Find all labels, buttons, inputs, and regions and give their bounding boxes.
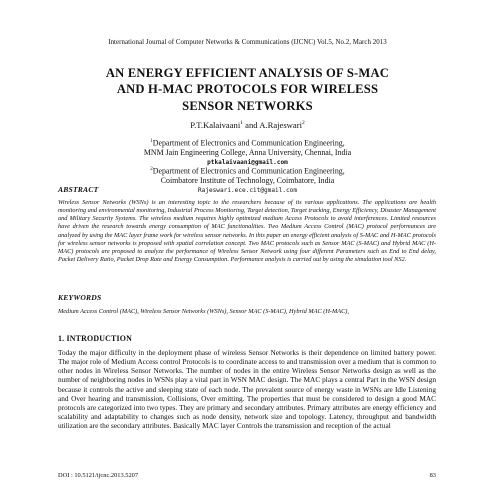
title-line-1: AN ENERGY EFFICIENT ANALYSIS OF S-MAC: [105, 66, 390, 80]
aff1-line-1: Department of Electronics and Communication Engineering,: [152, 138, 345, 148]
aff2-sup: 2: [150, 167, 153, 172]
author-2-sup: 2: [301, 120, 305, 127]
author-1-sup: 1: [240, 120, 243, 127]
aff1-email: ptkalaivaani@gmail.com: [207, 158, 288, 166]
keywords-text: Medium Access Control (MAC), Wireless Sensor Networks (WSNs), Sensor MAC (S-MAC), Hybrid MAC (H-MAC),: [58, 308, 349, 315]
page-number: 83: [429, 472, 436, 479]
aff1-line-2: MNM Jain Engineering College, Anna University, Chennai, India: [143, 148, 352, 158]
introduction-heading: 1. INTRODUCTION: [58, 334, 133, 343]
paper-title: [40, 65, 455, 114]
aff2-email: Rajeswari.ece.cit@gmail.com: [197, 186, 298, 194]
author-connector: and: [243, 120, 260, 130]
author-1: P.T.Kalaivaani: [190, 120, 241, 130]
journal-header: International Journal of Computer Networks & Communications (IJCNC) Vol.5, No.2, March 2013: [108, 39, 387, 46]
doi-link[interactable]: DOI : 10.5121/ijcnc.2013.5207: [58, 472, 139, 479]
author-line: [0, 120, 495, 130]
abstract-text: Wireless Sensor Networks (WSNs) is an interesting topic to the researchers because of its various applications. The applications are health monitoring and environmental monitoring, Industrial Process Monitoring, Target detection, Target tracking, Energy Efficiency, Disaster Management and Military Security Systems. The wireless medium requires highly optimized medium Access Protocols to avoid interferences. Limited resources have driven the research towards energy consumption of MAC functionalities. Two Medium Access Control (MAC) protocol performances are analyzed by using the MAC layer frame work for wireless sensor networks. In this paper an energy efficient analysis of S-MAC and H-MAC protocols for wireless sensor networks is proposed with spatial correlation concept. Two MAC protocols such as Sensor MAC (S-MAC) and Hybrid MAC (H-MAC) protocols are proposed to analyze the performance of Wireless Sensor Network using four different Parameters such as End to End delay, Packet Delivery Ratio, Packet Drop Rate and Energy Consumption. Performance analysis is carried out by using the simulation tool NS2.: [58, 199, 436, 264]
introduction-text: Today the major difficulty in the deployment phase of wireless Sensor Networks is their dependence on limited battery power. The major role of Medium Access control Protocols is to coordinate access to and transmission over a medium that is common to other nodes in Wireless Sensor Networks. The number of nodes in the entire Wireless Sensor Networks design as well as the number of neighboring nodes in WSNs play a vital part in WSN MAC design. The MAC plays a central Part in the WSN design because it controls the active and sleeping state of each node. The prevalent source of energy waste in WSNs are Idle Listening and Over hearing and transmission, Collisions, Over emitting. The properties that must be considered to design a good MAC protocols are categorized into two types. They are primary and secondary attributes. Primary attributes are energy efficiency and scalability and adaptability to changes such as node density, network size and topology. Latency, throughput and bandwidth utilization are the secondary attributes. Basically MAC layer Controls the transmission and reception of the actual: [58, 348, 436, 431]
abstract-heading: ABSTRACT: [58, 185, 99, 194]
affiliation-1: [0, 137, 495, 167]
title-line-3: SENSOR NETWORKS: [182, 98, 313, 113]
aff2-line-2: Coimbatore Institute of Technology, Coimbatore, India: [160, 176, 335, 186]
title-line-2: AND H-MAC PROTOCOLS FOR WIRELESS: [116, 82, 379, 97]
keywords-heading: KEYWORDS: [58, 293, 102, 302]
aff1-sup: 1: [150, 139, 153, 144]
aff2-line-1: Department of Electronics and Communication Engineering,: [152, 166, 345, 176]
author-2: A.Rajeswari: [259, 120, 302, 130]
